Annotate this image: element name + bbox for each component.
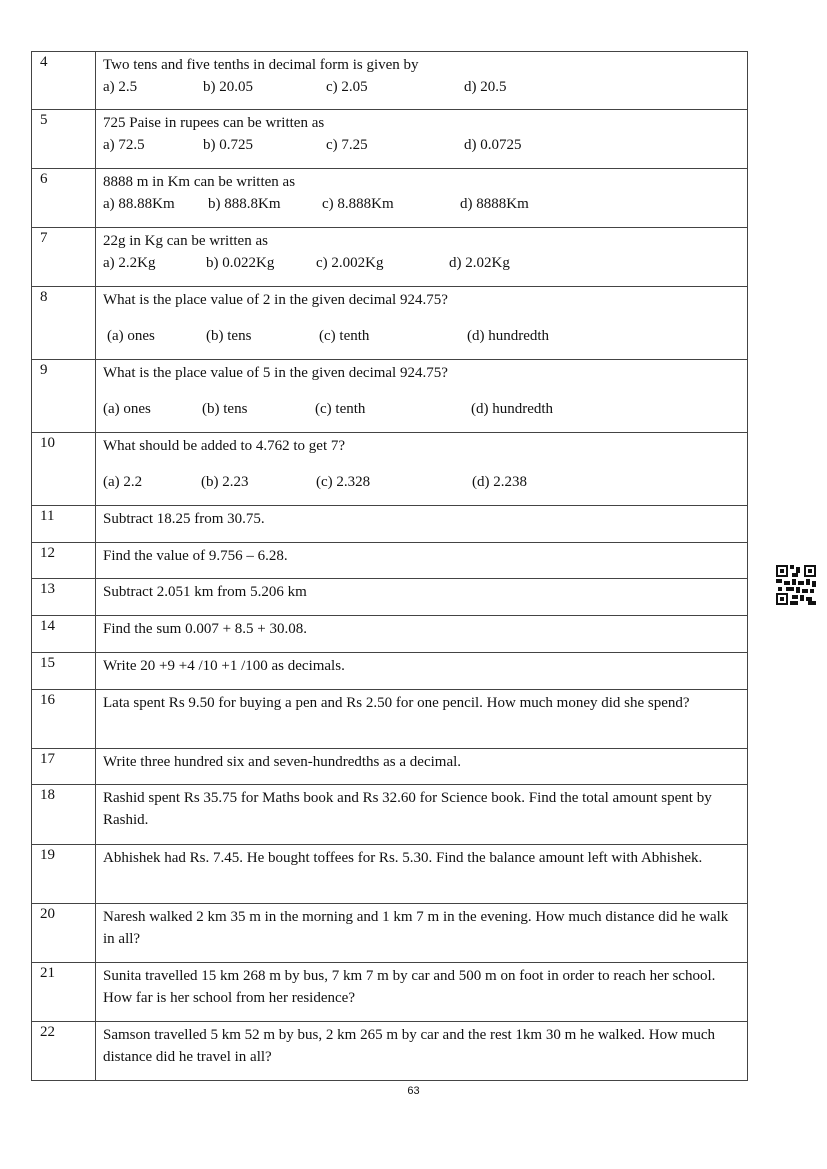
option-a: (a) ones <box>107 328 155 344</box>
question-cell <box>96 543 748 579</box>
questions-table <box>31 51 748 1081</box>
option-d: (d) hundredth <box>467 328 550 344</box>
option-c: c) 8.888Km <box>322 196 394 212</box>
option-c: (c) tenth <box>315 401 366 417</box>
question-number: 13 <box>32 579 96 616</box>
option-d: (d) 2.238 <box>472 474 527 490</box>
qr-code-icon <box>776 565 816 605</box>
question-text: Subtract 18.25 from 30.75. <box>103 511 265 527</box>
question-text: Subtract 2.051 km from 5.206 km <box>103 584 307 600</box>
question-number: 18 <box>32 785 96 845</box>
question-row <box>32 433 748 506</box>
option-a: a) 72.5 <box>103 137 145 153</box>
question-row <box>32 228 748 287</box>
option-b: (b) 2.23 <box>201 474 249 490</box>
question-row <box>32 653 748 690</box>
question-cell <box>96 52 748 110</box>
option-c: (c) tenth <box>319 328 370 344</box>
question-text: 8888 m in Km can be written as <box>103 174 296 190</box>
option-d: (d) hundredth <box>471 401 554 417</box>
question-cell <box>96 287 748 360</box>
question-cell <box>96 433 748 506</box>
question-text: What is the place value of 2 in the given decimal 924.75? <box>103 292 448 308</box>
question-number: 15 <box>32 653 96 690</box>
question-number: 8 <box>32 287 96 360</box>
options-row <box>103 134 739 156</box>
question-text: Sunita travelled 15 km 268 m by bus, 7 km 7 m by car and 500 m on foot in order to reach her school. How far is her school from her residence? <box>103 968 716 1006</box>
question-row <box>32 690 748 749</box>
question-row <box>32 616 748 653</box>
question-text: Find the value of 9.756 – 6.28. <box>103 548 288 564</box>
question-cell <box>96 785 748 845</box>
question-text: Lata spent Rs 9.50 for buying a pen and Rs 2.50 for one pencil. How much money did she spend? <box>103 695 690 711</box>
option-a: a) 2.5 <box>103 79 138 95</box>
question-cell <box>96 749 748 785</box>
question-text: Abhishek had Rs. 7.45. He bought toffees for Rs. 5.30. Find the balance amount left with Abhishek. <box>103 850 703 866</box>
question-text: Naresh walked 2 km 35 m in the morning and 1 km 7 m in the evening. How much distance did he walk in all? <box>103 909 729 947</box>
question-text: Write 20 +9 +4 /10 +1 /100 as decimals. <box>103 658 345 674</box>
option-b: b) 20.05 <box>203 79 253 95</box>
question-cell <box>96 653 748 690</box>
question-text: Samson travelled 5 km 52 m by bus, 2 km 265 m by car and the rest 1km 30 m he walked. How much distance did he travel in all? <box>103 1027 715 1065</box>
question-number: 9 <box>32 360 96 433</box>
option-d: d) 0.0725 <box>464 137 522 153</box>
question-text: Find the sum 0.007 + 8.5 + 30.08. <box>103 621 308 637</box>
question-text: 22g in Kg can be written as <box>103 233 268 249</box>
option-a: a) 2.2Kg <box>103 255 156 271</box>
question-cell <box>96 110 748 169</box>
question-number: 22 <box>32 1022 96 1081</box>
option-b: (b) tens <box>202 401 248 417</box>
option-a: a) 88.88Km <box>103 196 175 212</box>
option-d: d) 8888Km <box>460 196 529 212</box>
question-row <box>32 749 748 785</box>
option-a: (a) 2.2 <box>103 474 143 490</box>
question-number: 11 <box>32 506 96 543</box>
question-text: Rashid spent Rs 35.75 for Maths book and Rs 32.60 for Science book. Find the total amount spent by Rashid. <box>103 790 712 828</box>
option-d: d) 2.02Kg <box>449 255 510 271</box>
option-d: d) 20.5 <box>464 79 507 95</box>
option-c: c) 2.05 <box>326 79 368 95</box>
question-number: 5 <box>32 110 96 169</box>
question-number: 16 <box>32 690 96 749</box>
options-row <box>103 252 739 274</box>
question-cell <box>96 228 748 287</box>
question-number: 14 <box>32 616 96 653</box>
question-number: 12 <box>32 543 96 579</box>
question-row <box>32 506 748 543</box>
options-row <box>103 398 739 420</box>
question-cell <box>96 845 748 904</box>
options-row <box>103 76 739 98</box>
question-cell <box>96 963 748 1022</box>
option-b: b) 0.022Kg <box>206 255 275 271</box>
page-number: 63 <box>407 1085 420 1097</box>
question-cell <box>96 1022 748 1081</box>
question-cell <box>96 506 748 543</box>
option-c: c) 2.002Kg <box>316 255 384 271</box>
option-c: c) 7.25 <box>326 137 368 153</box>
question-cell <box>96 690 748 749</box>
question-cell <box>96 579 748 616</box>
option-b: (b) tens <box>206 328 252 344</box>
question-row <box>32 110 748 169</box>
option-c: (c) 2.328 <box>316 474 371 490</box>
question-row <box>32 169 748 228</box>
question-row <box>32 904 748 963</box>
option-b: b) 0.725 <box>203 137 253 153</box>
question-cell <box>96 169 748 228</box>
question-number: 19 <box>32 845 96 904</box>
question-text: What is the place value of 5 in the given decimal 924.75? <box>103 365 448 381</box>
question-row <box>32 287 748 360</box>
question-number: 7 <box>32 228 96 287</box>
option-a: (a) ones <box>103 401 151 417</box>
question-row <box>32 543 748 579</box>
options-row <box>103 471 739 493</box>
question-row <box>32 52 748 110</box>
question-row <box>32 579 748 616</box>
question-row <box>32 1022 748 1081</box>
options-row <box>103 325 739 347</box>
question-number: 4 <box>32 52 96 110</box>
question-cell <box>96 904 748 963</box>
question-cell <box>96 616 748 653</box>
question-row <box>32 963 748 1022</box>
question-number: 10 <box>32 433 96 506</box>
question-cell <box>96 360 748 433</box>
options-row <box>103 193 739 215</box>
question-text: 725 Paise in rupees can be written as <box>103 115 325 131</box>
question-number: 20 <box>32 904 96 963</box>
question-row <box>32 785 748 845</box>
option-b: b) 888.8Km <box>208 196 281 212</box>
question-number: 17 <box>32 749 96 785</box>
question-text: What should be added to 4.762 to get 7? <box>103 438 346 454</box>
question-number: 21 <box>32 963 96 1022</box>
question-text: Two tens and five tenths in decimal form is given by <box>103 57 419 73</box>
question-text: Write three hundred six and seven-hundredths as a decimal. <box>103 754 462 770</box>
question-row <box>32 845 748 904</box>
question-number: 6 <box>32 169 96 228</box>
question-row <box>32 360 748 433</box>
